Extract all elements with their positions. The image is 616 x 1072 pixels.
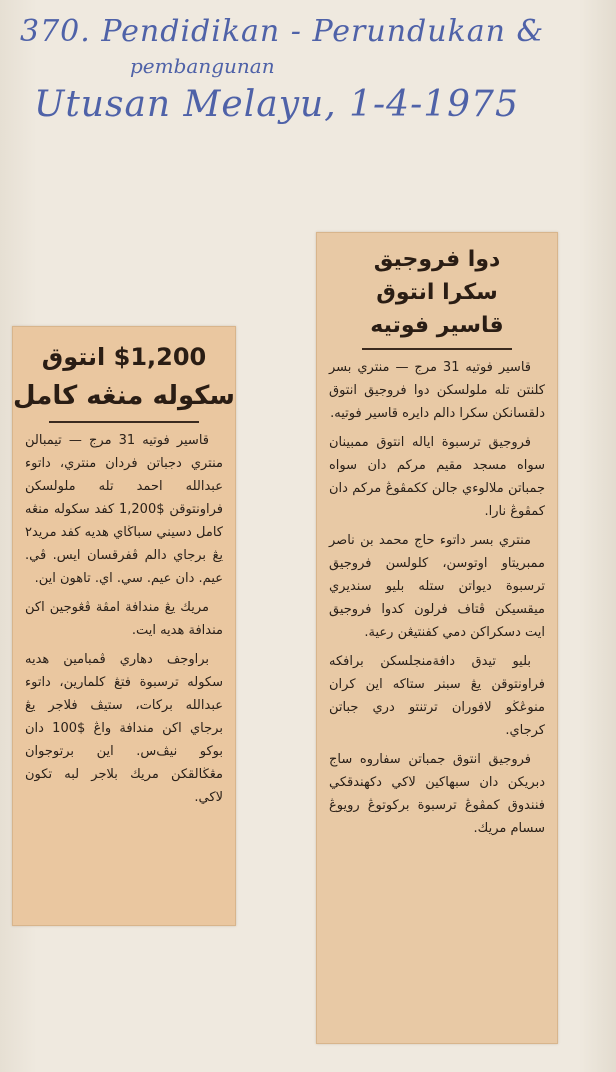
article-paragraph: بليو تيدق دافةمنجلسكن برافكه فراونتوقن يڠ سبنر ستاكه اين كران منوڠڬو لافوران ترتنتو دري جباتن كرجاي.	[329, 654, 545, 738]
clipping-right-headline-line-2: سكرا انتوق	[376, 280, 498, 305]
article-paragraph: براوجف دهاري ڤمبامين هديه سكوله ترسبوة فتڠ كلمارين، داتوء عبدالله بركات، ستيڤ فلاجر يڠ برجاي اكن مندافة واڠ $100 دان بوكو نيڤ‌س. اين برتوجوان مڠڬالقكن مريك بلاجر لبه تكون لاكي.	[25, 652, 223, 805]
headline-divider	[49, 421, 199, 423]
article-paragraph: فروجيق ترسبوة اياله انتوق ممبينان سواه مسجد مقيم مركم دان سواه جمباتن ملالوءي جالن ككمڤوڠ مركم دان كمڤوڠ نارا.	[329, 435, 545, 519]
newspaper-clipping-left	[12, 326, 236, 926]
clipping-right-headline-line-3: قاسير فوتيه	[370, 313, 504, 338]
newspaper-clipping-right	[316, 232, 558, 1044]
clipping-right-headline-line-1: دوا فروجيق	[373, 247, 501, 272]
handwritten-subject-note-continued: pembangunan	[130, 54, 275, 78]
article-paragraph: قاسير فوتيه 31 مرج — تيمبالن منتري دجباتن فردان منتري، داتوء عبدالله احمد تله ملولسكن فراونتوقن $1,200 كفد سكوله منڠه كامل دسيني سباڬاي هديه كفد مريد٢ يڠ برجاي دالم ڤفرقسان ايس. ڤي. عيم. دان عيم. سي. اي. تاهون اين.	[25, 433, 223, 586]
headline-divider	[362, 348, 512, 350]
handwritten-subject-note: 370. Pendidikan - Perundukan &	[20, 14, 545, 49]
article-paragraph: فروجيق انتوق جمباتن سفاروه ساج دبريكن دان سبهاكين لاكي دكهندقكي فنندوق كمڤوڠ ترسبوة بركوتوڠ رويوڠ سسام مريك.	[329, 752, 545, 836]
clipping-left-body	[13, 429, 235, 809]
clipping-left-headline: سكوله منڠه كامل	[13, 381, 235, 411]
article-paragraph: مريك يڠ مندافة امڤة ڤڠوجين اکن مندافة هديه ايت.	[25, 600, 223, 638]
article-paragraph: منتري بسر داتوء حاج محمد بن ناصر ممبريتاو اوتوسن، كلولسن فروجيق ترسبوة ديواتن ستله بليو سنديري ميقسيكن ڤتاف فرلون كدوا فروجيق ايت دسكراكن دمي كفنتيڠن رعية.	[329, 533, 545, 640]
handwritten-source-date: Utusan Melayu, 1-4-1975	[34, 84, 519, 125]
clipping-right-body	[317, 356, 557, 840]
article-paragraph: قاسير فوتيه 31 مرج — منتري بسر كلنتن تله ملولسكن دوا فروجيق انتوق دلقسانكن سكرا دالم دايره قاسير فوتيه.	[329, 360, 545, 421]
clipping-left-headline-amount: $1,200 انتوق	[41, 343, 207, 371]
